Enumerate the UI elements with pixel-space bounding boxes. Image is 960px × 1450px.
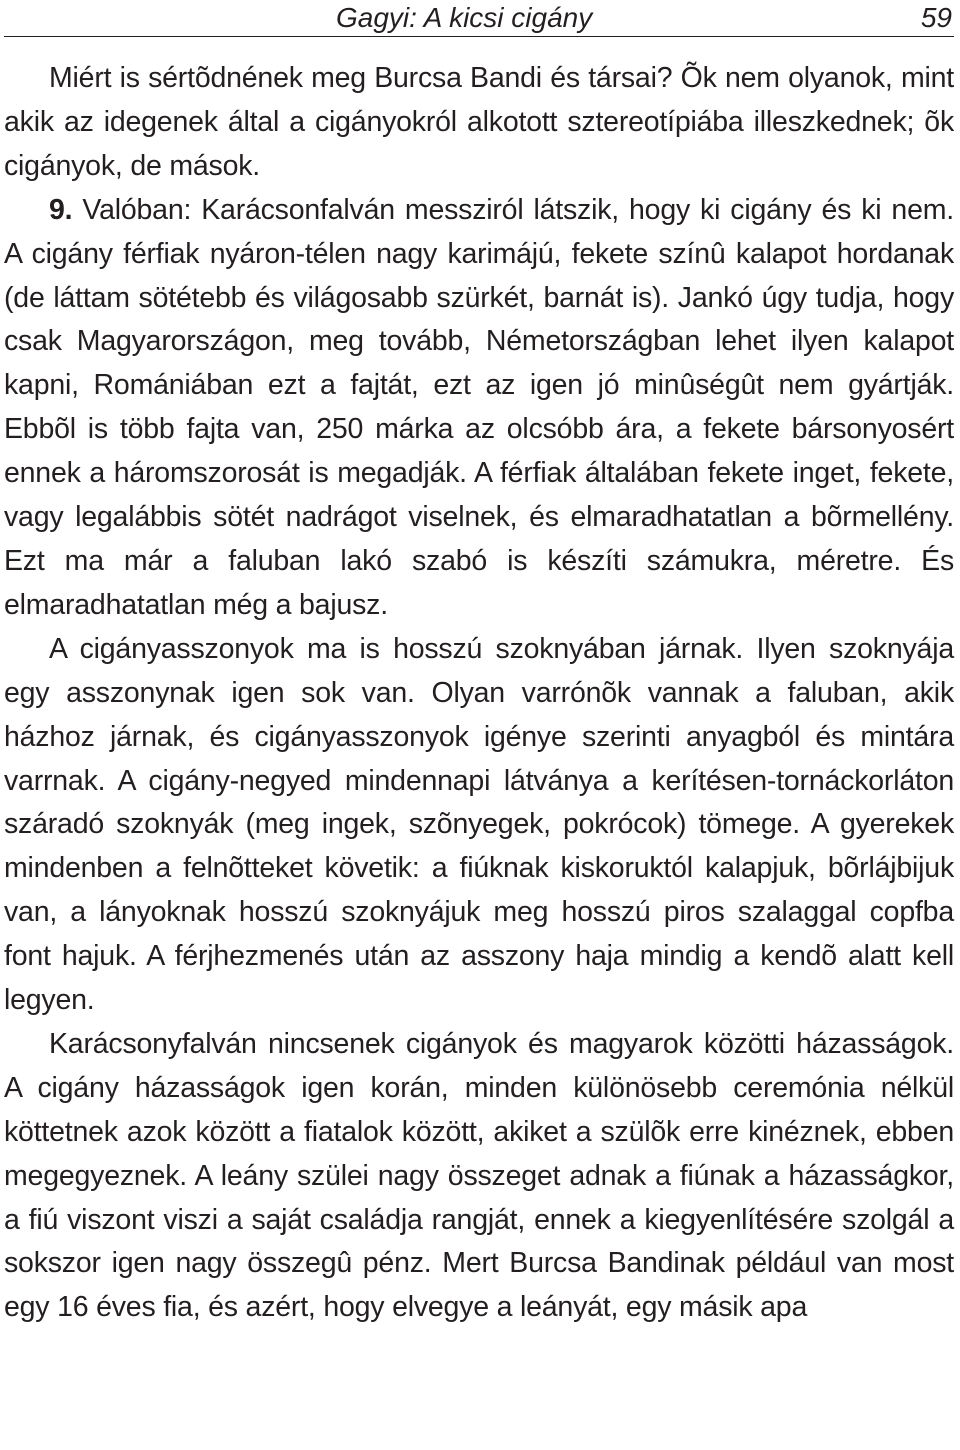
- body-text: [4, 57, 954, 1330]
- running-title: Gagyi: A kicsi cigány: [336, 2, 593, 33]
- paragraph-3: [4, 628, 954, 1023]
- paragraph-4: [4, 1023, 954, 1330]
- page-number: 59: [920, 2, 952, 33]
- paragraph-text: Valóban: Karácsonfalván messziról látszik, hogy ki cigány és ki nem. A cigány férfiak nyáron-télen nagy karimájú, fekete színû kalapot hordanak (de láttam sötétebb és világosabb szürkét, barnát is). Jankó úgy tudja, hogy csak Magyarországon, meg tovább, Németországban lehet ilyen kalapot kapni, Romániában ezt a fajtát, ezt az igen jó minûségût nem gyártják. Ebbõl is több fajta van, 250 márka az olcsóbb ára, a fekete bársonyosért ennek a háromszorosát is megadják. A férfiak általában fekete inget, fekete, vagy legalábbis sötét nadrágot viselnek, és elmaradhatatlan a bõrmellény. Ezt ma már a faluban lakó szabó is készíti számukra, méretre. És elmaradhatatlan még a bajusz.: [4, 193, 954, 621]
- paragraph-1: [4, 57, 954, 189]
- running-header: [4, 0, 954, 37]
- paragraph-2: [4, 189, 954, 628]
- paragraph-text: Miért is sértõdnének meg Burcsa Bandi és társai? Õk nem olyanok, mint akik az idegenek által a cigányokról alkotott sztereotípiába illeszkednek; õk cigányok, de mások.: [4, 62, 954, 182]
- paragraph-text: Karácsonyfalván nincsenek cigányok és magyarok közötti házasságok. A cigány házasságok igen korán, minden különösebb ceremónia nélkül köttetnek azok között a fiatalok között, akiket a szülõk erre kinéznek, ebben megegyeznek. A leány szülei nagy összeget adnak a fiúnak a házasságkor, a fiú viszont viszi a saját családja rangját, ennek a kiegyenlítésére szolgál a sokszor igen nagy összegû pénz. Mert Burcsa Bandinak például van most egy 16 éves fia, és azért, hogy elvegye a leányát, egy másik apa: [4, 1027, 954, 1324]
- paragraph-text: A cigányasszonyok ma is hosszú szoknyában járnak. Ilyen szoknyája egy asszonynak igen sok van. Olyan varrónõk vannak a faluban, akik házhoz járnak, és cigányasszonyok igénye szerinti anyagból és mintára varrnak. A cigány-negyed mindennapi látványa a kerítésen-tornáckorláton száradó szoknyák (meg ingek, szõnyegek, pokrócok) tömege. A gyerekek mindenben a felnõtteket követik: a fiúknak kiskoruktól kalapjuk, bõrlájbijuk van, a lányoknak hosszú szoknyájuk meg hosszú piros szalaggal copfba font hajuk. A férjhezmenés után az asszony haja mindig a kendõ alatt kell legyen.: [4, 632, 954, 1017]
- paragraph-number: 9.: [49, 193, 73, 226]
- book-page: [4, 0, 954, 1450]
